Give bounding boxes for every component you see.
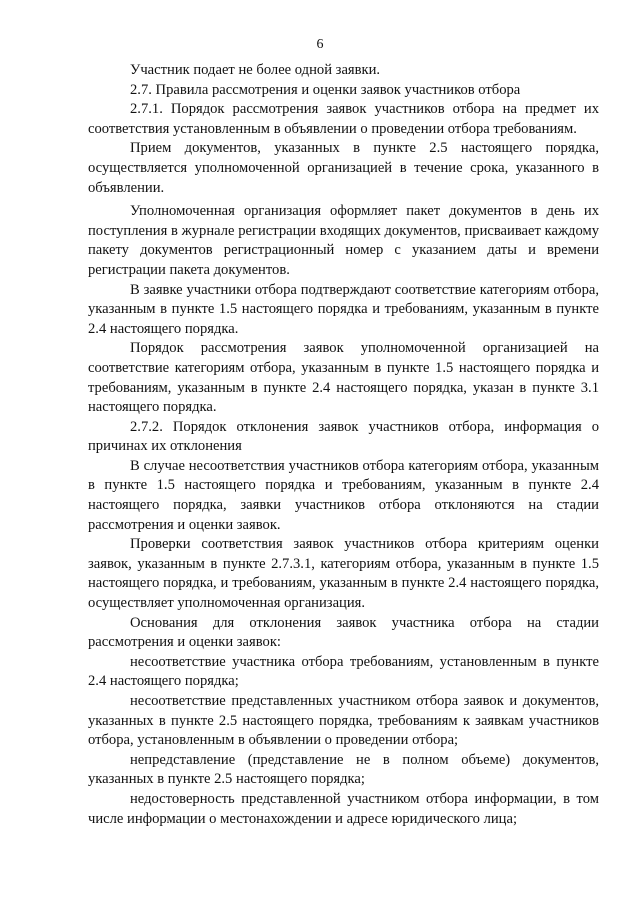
paragraph-11: Основания для отклонения заявок участника отбора на стадии рассмотрения и оценки заявок: xyxy=(88,614,599,651)
paragraph-9: В случае несоответствия участников отбора категориям отбора, указанным в пункте 1.5 настоящего порядка и требованиям, указанным в пункте 2.4 настоящего порядка, заявки участников отбора отклоняются на стадии рассмотрения и оценки заявок. xyxy=(88,457,599,533)
paragraph-1: Участник подает не более одной заявки. xyxy=(130,62,381,78)
paragraph-6: В заявке участники отбора подтверждают соответствие категориям отбора, указанным в пункте 1.5 настоящего порядка и требованиям, указанным в пункте 2.4 настоящего порядка. xyxy=(88,281,599,337)
paragraph-15: недостоверность представленной участником отбора информации, в том числе информации о местонахождении и адресе юридического лица; xyxy=(88,790,599,827)
paragraph-5: Уполномоченная организация оформляет пакет документов в день их поступления в журнале регистрации входящих документов, присваивает каждому пакету документов регистрационный номер с указанием даты и времени регистрации пакета документов. xyxy=(88,203,599,278)
paragraph-2: 2.7. Правила рассмотрения и оценки заявок участников отбора xyxy=(130,81,521,98)
paragraph-7: Порядок рассмотрения заявок уполномоченной организацией на соответствие категориям отбора, указанным в пункте 1.5 настоящего порядка и требованиям, указанным в пункте 2.4 настоящего порядка, указан в пункте 3.1 настоящего порядка. xyxy=(88,340,599,416)
paragraph-3: 2.7.1. Порядок рассмотрения заявок участников отбора на предмет их соответствия установленным в объявлении о проведении отбора требованиям. xyxy=(88,101,599,137)
paragraph-10: Проверки соответствия заявок участников отбора критериям оценки заявок, указанным в пункте 2.7.3.1, категориям отбора, указанным в пункте 1.5 настоящего порядка, и требованиям, указанным в пункте 2.4 настоящего порядка, осуществляет уполномоченная организация. xyxy=(88,536,599,612)
paragraph-8: 2.7.2. Порядок отклонения заявок участников отбора, информация о причинах их отклонения xyxy=(88,418,599,455)
paragraph-12: несоответствие участника отбора требованиям, установленным в пункте 2.4 настоящего порядка; xyxy=(88,653,599,690)
page-number: 6 xyxy=(316,37,324,52)
paragraph-4: Прием документов, указанных в пункте 2.5 настоящего порядка, осуществляется уполномоченной организацией в течение срока, указанного в объявлении. xyxy=(88,140,599,196)
paragraph-13: несоответствие представленных участником отбора заявок и документов, указанных в пункте 2.5 настоящего порядка, требованиям к заявкам участников отбора, установленным в объявлении о проведении отбора; xyxy=(88,693,599,749)
paragraph-14: непредставление (представление не в полном объеме) документов, указанных в пункте 2.5 настоящего порядка; xyxy=(88,751,599,788)
document-body xyxy=(88,61,599,829)
